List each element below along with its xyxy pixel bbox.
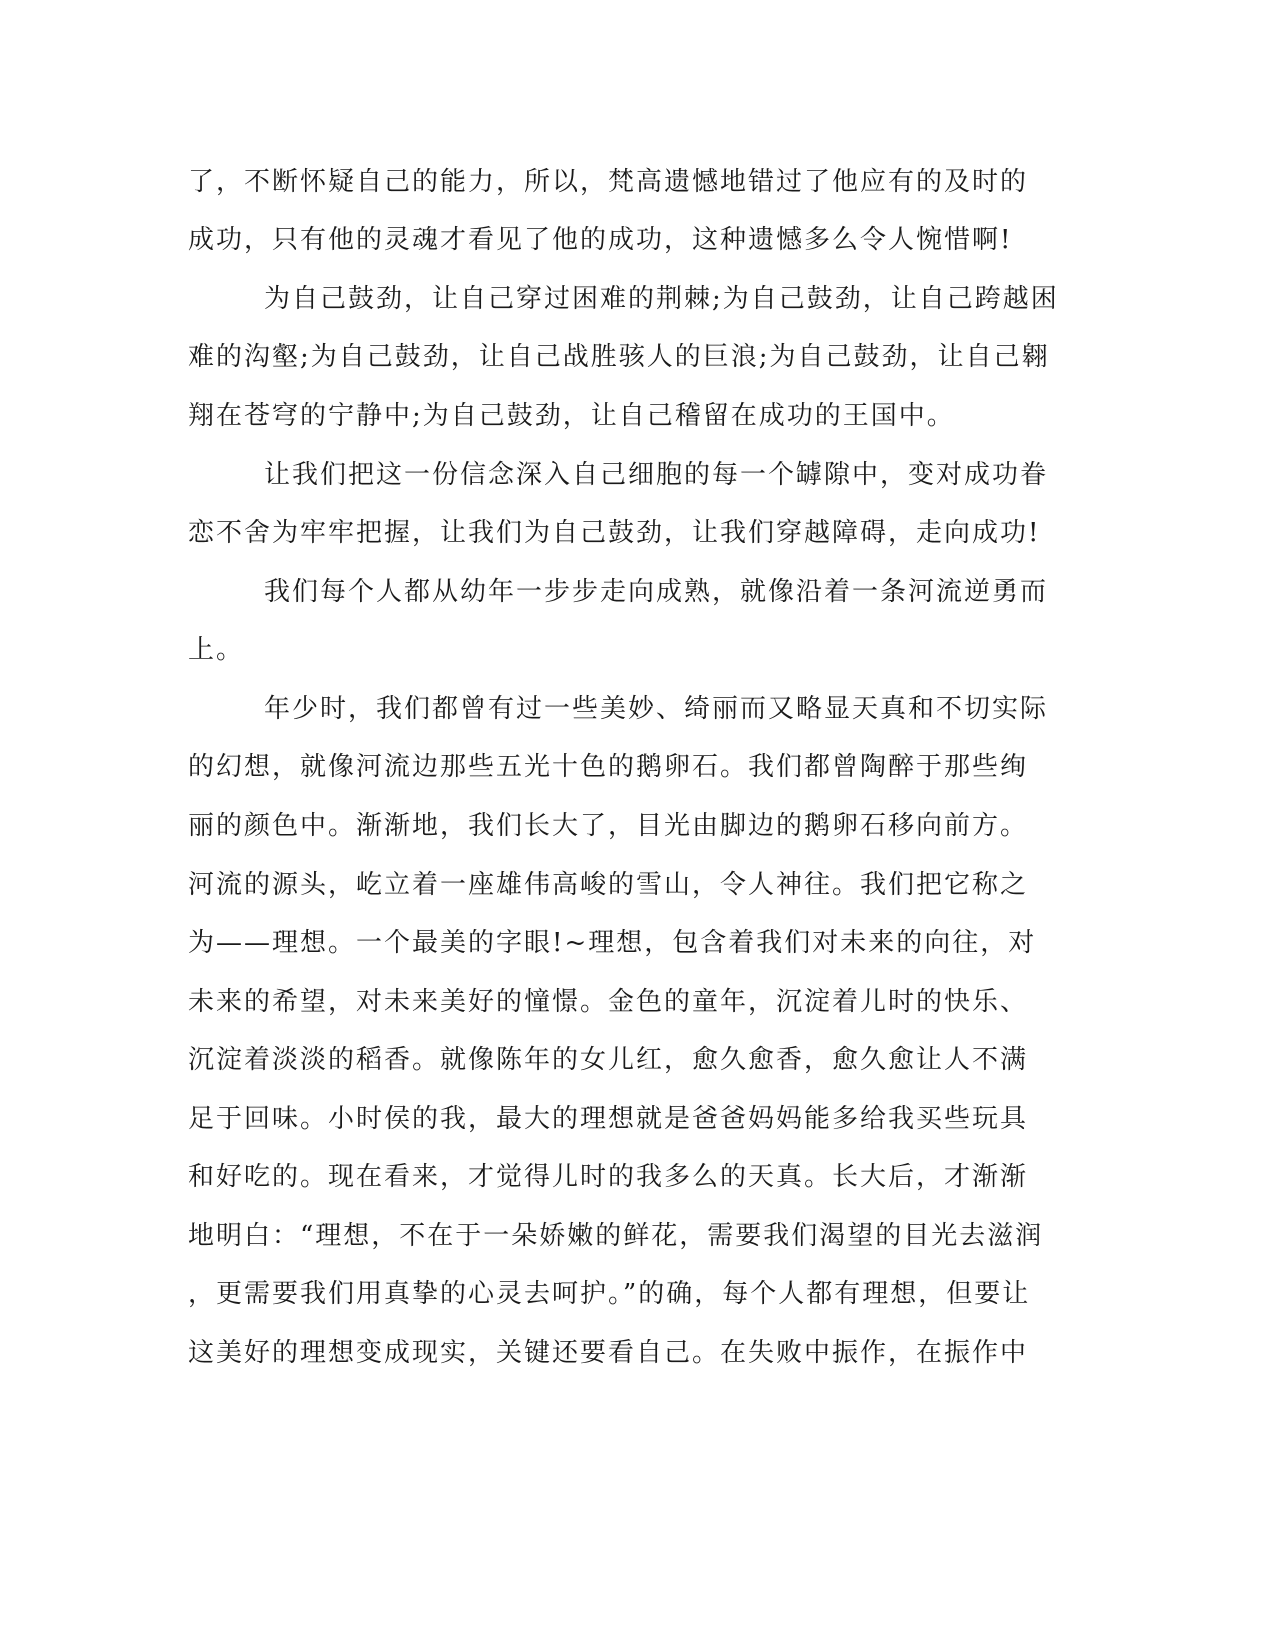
- text-line: 的幻想，就像河流边那些五光十色的鹅卵石。我们都曾陶醉于那些绚: [188, 752, 1029, 782]
- text-line: 难的沟壑;为自己鼓劲，让自己战胜骇人的巨浪;为自己鼓劲，让自己翱: [188, 342, 1050, 372]
- text-line: ，更需要我们用真挚的心灵去呵护。”的确，每个人都有理想，但要让: [188, 1279, 1031, 1309]
- text-line: 沉淀着淡淡的稻香。就像陈年的女儿红，愈久愈香，愈久愈让人不满: [188, 1045, 1029, 1075]
- text-line: 了，不断怀疑自己的能力，所以，梵高遗憾地错过了他应有的及时的: [188, 167, 1029, 197]
- text-line: 恋不舍为牢牢把握，让我们为自己鼓劲，让我们穿越障碍，走向成功!: [188, 518, 1041, 548]
- text-line: 丽的颜色中。渐渐地，我们长大了，目光由脚边的鹅卵石移向前方。: [188, 811, 1029, 841]
- paragraph-start-line: 年少时，我们都曾有过一些美妙、绮丽而又略显天真和不切实际: [264, 694, 1049, 724]
- text-line: 未来的希望，对未来美好的憧憬。金色的童年，沉淀着儿时的快乐、: [188, 987, 1029, 1017]
- text-line: 为——理想。一个最美的字眼!~理想，包含着我们对未来的向往，对: [188, 928, 1037, 958]
- paragraph-start-line: 为自己鼓劲，让自己穿过困难的荆棘;为自己鼓劲，让自己跨越困: [264, 284, 1059, 314]
- text-line: 成功，只有他的灵魂才看见了他的成功，这种遗憾多么令人惋惜啊!: [188, 225, 1013, 255]
- text-line: 上。: [188, 635, 245, 665]
- paragraph-start-line: 我们每个人都从幼年一步步走向成熟，就像沿着一条河流逆勇而: [264, 577, 1049, 607]
- text-line: 翔在苍穹的宁静中;为自己鼓劲，让自己稽留在成功的王国中。: [188, 401, 955, 431]
- text-line: 河流的源头，屹立着一座雄伟高峻的雪山，令人神往。我们把它称之: [188, 870, 1029, 900]
- text-line: 地明白：“理想，不在于一朵娇嫩的鲜花，需要我们渴望的目光去滋润: [188, 1221, 1044, 1251]
- text-line: 足于回味。小时侯的我，最大的理想就是爸爸妈妈能多给我买些玩具: [188, 1104, 1029, 1134]
- paragraph-start-line: 让我们把这一份信念深入自己细胞的每一个罅隙中，变对成功眷: [264, 460, 1049, 490]
- text-line: 这美好的理想变成现实，关键还要看自己。在失败中振作，在振作中: [188, 1338, 1029, 1368]
- text-line: 和好吃的。现在看来，才觉得儿时的我多么的天真。长大后，才渐渐: [188, 1162, 1029, 1192]
